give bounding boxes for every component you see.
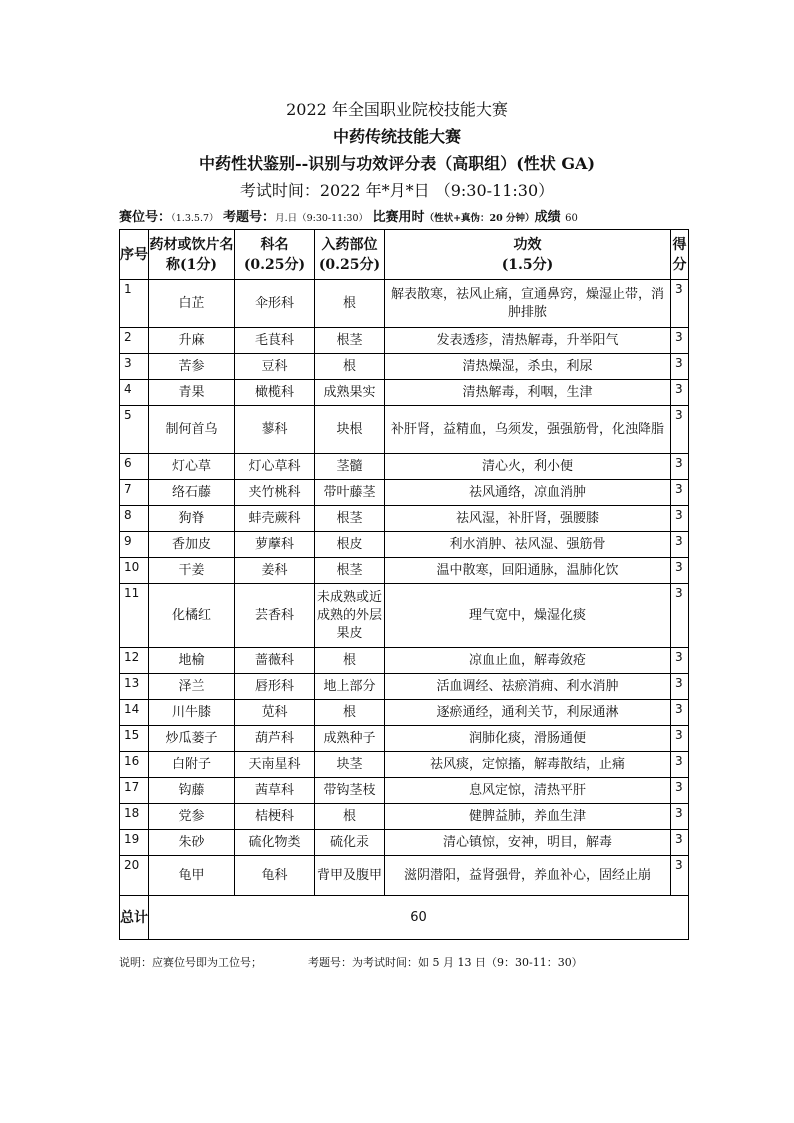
footnote (119, 954, 739, 970)
medicinal-part: 根 (315, 700, 385, 726)
effect-text: 利水消肿、祛风湿、强筋骨 (385, 532, 671, 558)
medicinal-part: 带叶藤茎 (315, 480, 385, 506)
herb-name: 络石藤 (149, 480, 235, 506)
herb-name: 干姜 (149, 558, 235, 584)
effect-text: 凉血止血，解毒敛疮 (385, 648, 671, 674)
effect-text: 温中散寒，回阳通脉，温肺化饮 (385, 558, 671, 584)
table-row (120, 778, 689, 804)
row-number: 16 (120, 752, 149, 778)
exam-time: 考试时间：2022 年*月*日 （9:30-11:30） (239, 181, 555, 200)
effect-text: 息风定惊，清热平肝 (385, 778, 671, 804)
table-row (120, 328, 689, 354)
row-number: 6 (120, 454, 149, 480)
effect-text: 解表散寒，祛风止痛，宣通鼻窍，燥湿止带，消肿排脓 (385, 280, 671, 328)
footnote-right: 考题号：为考试时间：如 5 月 13 日（9：30-11：30） (308, 956, 583, 969)
time-note: （性状+真伪：20 分钟） (424, 213, 535, 224)
col-name: 药材或饮片名称(1分) (149, 230, 235, 280)
family-name: 蚌壳蕨科 (235, 506, 315, 532)
table-row (120, 558, 689, 584)
table-row (120, 406, 689, 454)
contest-subtitle: 中药传统技能大赛 (332, 127, 461, 146)
medicinal-part: 根 (315, 280, 385, 328)
table-row (120, 752, 689, 778)
effect-text: 祛风通络，凉血消肿 (385, 480, 671, 506)
exam-label: 考题号： (223, 210, 276, 225)
effect-text: 补肝肾，益精血，乌须发，强强筋骨，化浊降脂 (385, 406, 671, 454)
score-label: 成绩 (534, 210, 561, 225)
score-value: 60 (565, 213, 578, 224)
table-row (120, 454, 689, 480)
effect-text: 发表透疹，清热解毒，升举阳气 (385, 328, 671, 354)
family-name: 蔷薇科 (235, 648, 315, 674)
medicinal-part: 地上部分 (315, 674, 385, 700)
row-number: 13 (120, 674, 149, 700)
medicinal-part: 成熟种子 (315, 726, 385, 752)
herb-name: 化橘红 (149, 584, 235, 648)
family-name: 伞形科 (235, 280, 315, 328)
row-number: 15 (120, 726, 149, 752)
family-name: 芸香科 (235, 584, 315, 648)
table-row (120, 856, 689, 896)
family-name: 灯心草科 (235, 454, 315, 480)
table-row (120, 584, 689, 648)
medicinal-part: 背甲及腹甲 (315, 856, 385, 896)
effect-text: 润肺化痰，滑肠通便 (385, 726, 671, 752)
medicinal-part: 带钩茎枝 (315, 778, 385, 804)
medicinal-part: 根茎 (315, 558, 385, 584)
family-name: 毛茛科 (235, 328, 315, 354)
score-cell: 3 (671, 280, 689, 328)
table-row (120, 354, 689, 380)
herb-name: 地榆 (149, 648, 235, 674)
effect-text: 逐瘀通经，通利关节，利尿通淋 (385, 700, 671, 726)
family-name: 蓼科 (235, 406, 315, 454)
title-block (0, 96, 794, 204)
family-name: 夹竹桃科 (235, 480, 315, 506)
score-cell: 3 (671, 406, 689, 454)
herb-name: 升麻 (149, 328, 235, 354)
medicinal-part: 块根 (315, 406, 385, 454)
score-cell: 3 (671, 674, 689, 700)
score-cell: 3 (671, 752, 689, 778)
row-number: 5 (120, 406, 149, 454)
herb-name: 龟甲 (149, 856, 235, 896)
total-label: 总计 (120, 896, 149, 940)
col-effect: 功效 (1.5分) (385, 230, 671, 280)
total-value: 60 (149, 896, 689, 940)
herb-name: 香加皮 (149, 532, 235, 558)
table-row (120, 648, 689, 674)
score-cell: 3 (671, 354, 689, 380)
row-number: 17 (120, 778, 149, 804)
col-score: 得分 (671, 230, 689, 280)
medicinal-part: 根茎 (315, 506, 385, 532)
effect-text: 祛风湿，补肝肾，强腰膝 (385, 506, 671, 532)
score-cell: 3 (671, 506, 689, 532)
family-name: 豆科 (235, 354, 315, 380)
herb-name: 青果 (149, 380, 235, 406)
herb-name: 川牛膝 (149, 700, 235, 726)
score-cell: 3 (671, 804, 689, 830)
row-number: 8 (120, 506, 149, 532)
herb-name: 苦参 (149, 354, 235, 380)
score-cell: 3 (671, 830, 689, 856)
score-cell: 3 (671, 454, 689, 480)
effect-text: 清心镇惊，安神，明目，解毒 (385, 830, 671, 856)
medicinal-part: 根 (315, 648, 385, 674)
score-cell: 3 (671, 700, 689, 726)
row-number: 20 (120, 856, 149, 896)
table-row (120, 380, 689, 406)
score-cell: 3 (671, 648, 689, 674)
family-name: 天南星科 (235, 752, 315, 778)
medicinal-part: 根皮 (315, 532, 385, 558)
family-name: 桔梗科 (235, 804, 315, 830)
family-name: 唇形科 (235, 674, 315, 700)
table-row (120, 674, 689, 700)
row-number: 11 (120, 584, 149, 648)
score-cell: 3 (671, 380, 689, 406)
medicinal-part: 块茎 (315, 752, 385, 778)
family-name: 橄榄科 (235, 380, 315, 406)
competition-title: 2022 年全国职业院校技能大赛 (286, 100, 508, 119)
effect-text: 祛风痰，定惊搐，解毒散结，止痛 (385, 752, 671, 778)
effect-text: 健脾益肺，养血生津 (385, 804, 671, 830)
seat-value: （1.3.5.7） (171, 213, 219, 224)
herb-name: 钩藤 (149, 778, 235, 804)
herb-name: 狗脊 (149, 506, 235, 532)
herb-name: 灯心草 (149, 454, 235, 480)
herb-name: 白芷 (149, 280, 235, 328)
medicinal-part: 未成熟或近成熟的外层果皮 (315, 584, 385, 648)
herb-name: 炒瓜蒌子 (149, 726, 235, 752)
family-name: 硫化物类 (235, 830, 315, 856)
header-row (120, 230, 689, 280)
effect-text: 清热解毒，利咽，生津 (385, 380, 671, 406)
sheet-title: 中药性状鉴别--识别与功效评分表（高职组）(性状 GA) (198, 154, 596, 173)
col-no: 序号 (120, 230, 149, 280)
score-cell: 3 (671, 558, 689, 584)
family-name: 葫芦科 (235, 726, 315, 752)
score-cell: 3 (671, 778, 689, 804)
effect-text: 清心火，利小便 (385, 454, 671, 480)
table-row (120, 804, 689, 830)
col-family: 科名 (0.25分) (235, 230, 315, 280)
row-number: 12 (120, 648, 149, 674)
score-cell: 3 (671, 584, 689, 648)
family-name: 茜草科 (235, 778, 315, 804)
medicinal-part: 硫化汞 (315, 830, 385, 856)
row-number: 18 (120, 804, 149, 830)
effect-text: 活血调经、祛瘀消痈、利水消肿 (385, 674, 671, 700)
medicinal-part: 茎髓 (315, 454, 385, 480)
medicinal-part: 成熟果实 (315, 380, 385, 406)
herb-name: 党参 (149, 804, 235, 830)
table-row (120, 280, 689, 328)
family-name: 苋科 (235, 700, 315, 726)
herb-name: 朱砂 (149, 830, 235, 856)
row-number: 10 (120, 558, 149, 584)
table-row (120, 726, 689, 752)
herb-name: 白附子 (149, 752, 235, 778)
table-row (120, 506, 689, 532)
score-cell: 3 (671, 856, 689, 896)
row-number: 19 (120, 830, 149, 856)
time-label: 比赛用时 (372, 210, 425, 225)
medicinal-part: 根 (315, 354, 385, 380)
effect-text: 清热燥湿，杀虫，利尿 (385, 354, 671, 380)
family-name: 萝藦科 (235, 532, 315, 558)
row-number: 9 (120, 532, 149, 558)
row-number: 4 (120, 380, 149, 406)
score-cell: 3 (671, 726, 689, 752)
herb-name: 制何首乌 (149, 406, 235, 454)
effect-text: 理气宽中，燥湿化痰 (385, 584, 671, 648)
score-cell: 3 (671, 532, 689, 558)
footnote-left: 说明：应赛位号即为工位号； (119, 956, 262, 969)
herb-name: 泽兰 (149, 674, 235, 700)
table-row (120, 480, 689, 506)
family-name: 姜科 (235, 558, 315, 584)
medicinal-part: 根 (315, 804, 385, 830)
table-row (120, 830, 689, 856)
row-number: 2 (120, 328, 149, 354)
exam-value: 月.日（9:30-11:30） (275, 213, 369, 224)
info-line (119, 209, 719, 227)
table-row (120, 532, 689, 558)
family-name: 龟科 (235, 856, 315, 896)
col-part: 入药部位 (0.25分) (315, 230, 385, 280)
row-number: 14 (120, 700, 149, 726)
row-number: 3 (120, 354, 149, 380)
score-table (119, 229, 689, 940)
seat-label: 赛位号： (119, 210, 172, 225)
table-row (120, 700, 689, 726)
medicinal-part: 根茎 (315, 328, 385, 354)
row-number: 7 (120, 480, 149, 506)
row-number: 1 (120, 280, 149, 328)
score-cell: 3 (671, 480, 689, 506)
total-row (120, 896, 689, 940)
score-cell: 3 (671, 328, 689, 354)
effect-text: 滋阴潜阳，益肾强骨，养血补心，固经止崩 (385, 856, 671, 896)
